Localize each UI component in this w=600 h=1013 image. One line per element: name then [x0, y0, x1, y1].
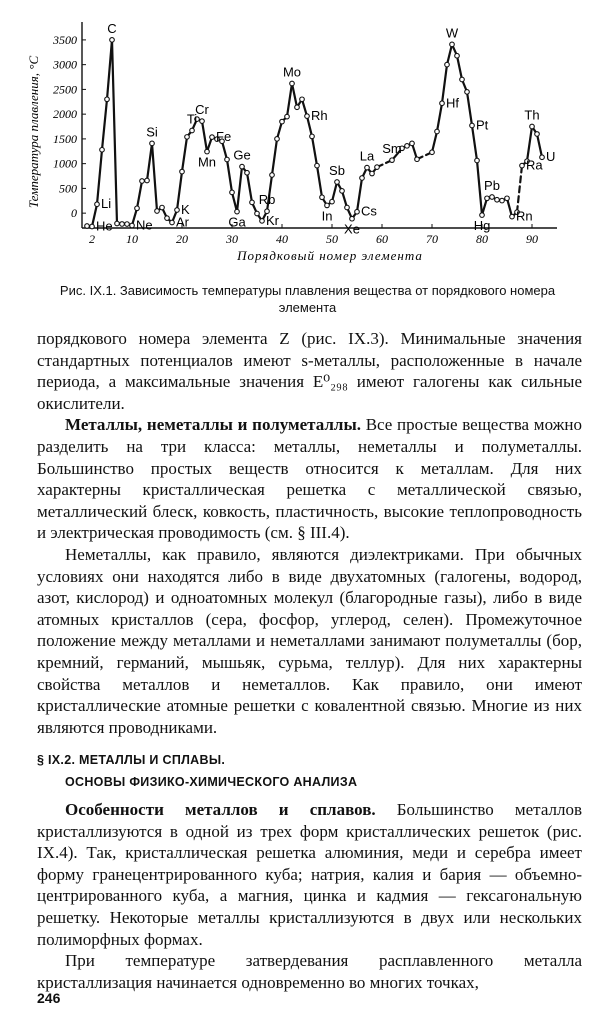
- series-segment: [432, 131, 437, 152]
- data-point: [520, 163, 525, 168]
- data-point: [340, 189, 345, 194]
- data-point: [205, 149, 210, 154]
- element-label: Ti: [186, 111, 198, 127]
- series-segment: [457, 56, 462, 80]
- element-label: Fe: [216, 129, 232, 145]
- x-tick-label: 2: [89, 232, 95, 246]
- data-point: [90, 224, 95, 229]
- data-point: [250, 200, 255, 205]
- data-point: [225, 157, 230, 162]
- series-segment: [182, 137, 187, 172]
- data-point: [235, 209, 240, 214]
- heading-metals: Металлы, неметаллы и полуметаллы.: [65, 415, 361, 435]
- data-point: [85, 224, 90, 229]
- series-segment: [437, 103, 442, 131]
- series-segment: [237, 167, 242, 212]
- element-label: C: [107, 20, 117, 36]
- data-point: [175, 208, 180, 213]
- data-point: [470, 123, 475, 128]
- element-label: Cr: [195, 102, 209, 118]
- element-label: Ge: [233, 147, 251, 163]
- data-point: [100, 147, 105, 152]
- series-segment: [332, 182, 337, 202]
- series-segment: [152, 143, 157, 211]
- series-segment: [517, 166, 522, 213]
- data-point: [445, 62, 450, 67]
- y-tick-label: 0: [71, 206, 77, 221]
- data-point: [120, 222, 125, 227]
- data-point: [95, 202, 100, 207]
- element-label: Si: [146, 124, 158, 140]
- element-label: U: [546, 149, 556, 165]
- data-point: [355, 209, 360, 214]
- data-point: [150, 141, 155, 146]
- series-segment: [247, 173, 252, 203]
- data-point: [260, 219, 265, 224]
- data-point: [315, 163, 320, 168]
- paragraph-3: Неметаллы, как правило, являются диэлектриками. При обычных условиях они находятся либо в виде двухатомных (галогены, водород, азот, кислород) и одноатомных молекул (благородные газы), либо в виде атомных кристаллов (сера, фосфор, углерод, селен). Промежуточное положение между металлами и неметаллами занимают полуметаллы (бор, кремний, германий, мышьяк, сурьма, теллур). Для них характерны свойства металлов и неметаллов. Как правило, они имеют кристаллические атомные решетки с ковалентной связью. Многие из них являются проводниками.: [37, 544, 582, 737]
- y-tick-label: 1000: [53, 156, 77, 171]
- y-tick-label: 1500: [53, 131, 77, 146]
- data-point: [110, 38, 115, 43]
- series-segment: [447, 44, 452, 64]
- series-segment: [112, 40, 117, 224]
- data-point: [460, 77, 465, 82]
- data-point: [415, 157, 420, 162]
- data-point: [480, 213, 485, 218]
- y-tick-label: 2000: [53, 107, 77, 122]
- figure-caption: Рис. IX.1. Зависимость температуры плавления вещества от порядкового номера элемента: [59, 283, 556, 315]
- series-segment: [527, 127, 532, 162]
- data-point: [500, 198, 505, 203]
- data-point: [430, 150, 435, 155]
- data-point: [320, 195, 325, 200]
- element-label: Ga: [228, 214, 246, 230]
- element-label: Xe: [344, 221, 360, 237]
- data-point: [190, 128, 195, 133]
- data-point: [210, 135, 215, 140]
- data-point: [390, 158, 395, 163]
- data-point: [455, 53, 460, 58]
- data-point: [255, 211, 260, 216]
- data-point: [155, 209, 160, 214]
- series-segment: [102, 99, 107, 149]
- paragraph-4: [37, 799, 582, 950]
- data-point: [310, 134, 315, 139]
- series-segment: [272, 139, 277, 175]
- element-label: Ar: [176, 214, 189, 230]
- x-tick-label: 60: [376, 232, 388, 246]
- series-segment: [287, 83, 292, 116]
- section-heading-line-2: ОСНОВЫ ФИЗИКО-ХИМИЧЕСКОГО АНАЛИЗА: [65, 775, 358, 789]
- element-label: Mn: [197, 154, 217, 170]
- element-label: Pb: [484, 177, 500, 193]
- data-point: [485, 196, 490, 201]
- data-point: [280, 119, 285, 124]
- paragraph-2: [37, 414, 582, 544]
- element-label: He: [96, 218, 113, 234]
- heading-alloys: Особенности металлов и сплавов.: [65, 800, 376, 819]
- x-tick-label: 20: [176, 232, 188, 246]
- body-text-bottom: [37, 799, 582, 993]
- series-segment: [137, 181, 142, 208]
- element-label: Hg: [473, 218, 491, 234]
- x-tick-label: 40: [276, 232, 288, 246]
- series-segment: [317, 166, 322, 198]
- element-label: K: [181, 202, 190, 218]
- series-segment: [202, 121, 207, 151]
- paragraph-1: порядкового номера элемента Z (рис. IX.3). Минимальные значения стандартных потенциалов имеют s-металлы, расположенные в начале периода, а максимальные значения E⁰₂₉₈ имеют галогены как сильные окислители.: [37, 329, 582, 413]
- data-point: [475, 158, 480, 163]
- series-segment: [312, 136, 317, 165]
- data-point: [290, 81, 295, 86]
- data-point: [305, 114, 310, 119]
- x-tick-label: 80: [476, 232, 488, 246]
- element-label: Li: [101, 196, 112, 212]
- section-heading: [37, 749, 582, 793]
- element-label: Sm: [382, 141, 402, 157]
- element-label: Rh: [311, 108, 328, 124]
- x-tick-label: 90: [526, 232, 538, 246]
- data-point: [535, 132, 540, 137]
- element-label: Hf: [446, 95, 459, 111]
- data-point: [450, 42, 455, 47]
- page-number: 246: [37, 990, 61, 1006]
- y-tick-label: 3500: [53, 32, 77, 47]
- data-point: [510, 214, 515, 219]
- data-point: [105, 97, 110, 102]
- data-point: [295, 105, 300, 110]
- y-tick-label: 2500: [53, 82, 77, 97]
- x-tick-label: 70: [426, 232, 438, 246]
- paragraph-2-text: Все простые вещества можно разделить на три класса: металлы, неметаллы и полуметаллы. Большинство простых веществ относится к металлам. Для них характерны кристаллическая решетка с металлической связью, металлический блеск, ковкость, пластичность, высокие теплопроводность и электрическая проводимость (см. § III.4).: [37, 415, 582, 543]
- data-point: [405, 144, 410, 149]
- data-point: [230, 190, 235, 195]
- data-point: [160, 205, 165, 210]
- series-segment: [507, 198, 512, 216]
- data-point: [505, 196, 510, 201]
- element-label: Pt: [476, 117, 489, 133]
- y-tick-label: 500: [59, 181, 77, 196]
- element-label: Mo: [282, 64, 302, 80]
- paragraph-4-text: Большинство металлов кристаллизуются в одной из трех форм кристаллических решеток (рис. IX.4). Так, кристаллическая решетка алюминия, меди и серебра имеет форму гранецентрированного куба; натрия, калия и бария — объемно-центрированного куба, а магния, цинка и кадмия — гексагональную решетку. Некоторые металлы кристаллизуются в двух или нескольких полиморфных формах.: [37, 800, 583, 949]
- section-heading-line-1: § IX.2. МЕТАЛЛЫ И СПЛАВЫ.: [37, 753, 226, 767]
- data-point: [285, 114, 290, 119]
- data-point: [115, 221, 120, 226]
- data-point: [495, 197, 500, 202]
- data-point: [330, 199, 335, 204]
- data-point: [345, 205, 350, 210]
- data-point: [375, 165, 380, 170]
- series-segment: [477, 161, 482, 216]
- series-segment: [467, 92, 472, 126]
- data-point: [130, 223, 135, 228]
- element-label: Ra: [526, 157, 543, 173]
- melting-point-chart: [0, 0, 600, 280]
- x-tick-label: 50: [326, 232, 338, 246]
- data-point: [270, 173, 275, 178]
- data-point: [435, 129, 440, 134]
- element-label: Th: [524, 107, 540, 123]
- x-tick-label: 30: [226, 232, 238, 246]
- data-point: [335, 180, 340, 185]
- data-point: [530, 124, 535, 129]
- y-axis-label: Температура плавления, °C: [26, 55, 41, 209]
- y-tick-label: 3000: [53, 57, 77, 72]
- data-point: [410, 141, 415, 146]
- series-segment: [537, 134, 542, 157]
- x-axis-label: Порядковый номер элемента: [237, 248, 423, 263]
- data-point: [185, 135, 190, 140]
- data-point: [125, 222, 130, 227]
- data-point: [360, 176, 365, 181]
- data-point: [275, 137, 280, 142]
- data-point: [200, 119, 205, 124]
- paragraph-5: При температуре затвердевания расплавленного металла кристаллизация начинается одновременно во многих точках,: [37, 951, 582, 992]
- element-label: Ne: [136, 217, 153, 233]
- data-point: [490, 195, 495, 200]
- data-point: [370, 171, 375, 176]
- data-point: [365, 165, 370, 170]
- data-point: [350, 216, 355, 221]
- data-point: [240, 164, 245, 169]
- element-label: Sb: [329, 162, 345, 178]
- element-label: Rn: [516, 208, 533, 224]
- element-label: W: [445, 25, 459, 41]
- x-tick-label: 10: [126, 232, 138, 246]
- element-label: Rb: [258, 192, 276, 208]
- data-point: [170, 220, 175, 225]
- element-label: Cs: [361, 203, 377, 219]
- element-label: In: [321, 208, 333, 224]
- element-label: Kr: [266, 212, 279, 228]
- data-point: [135, 206, 140, 211]
- data-point: [465, 90, 470, 95]
- body-text-top: [37, 328, 582, 738]
- series-segment: [147, 143, 152, 180]
- data-point: [140, 179, 145, 184]
- data-point: [145, 178, 150, 183]
- data-point: [300, 97, 305, 102]
- series-segment: [292, 83, 297, 107]
- data-point: [245, 170, 250, 175]
- data-point: [440, 101, 445, 106]
- element-label: La: [359, 148, 375, 164]
- data-point: [165, 216, 170, 221]
- data-point: [180, 169, 185, 174]
- data-point: [325, 203, 330, 208]
- series-segment: [227, 160, 232, 193]
